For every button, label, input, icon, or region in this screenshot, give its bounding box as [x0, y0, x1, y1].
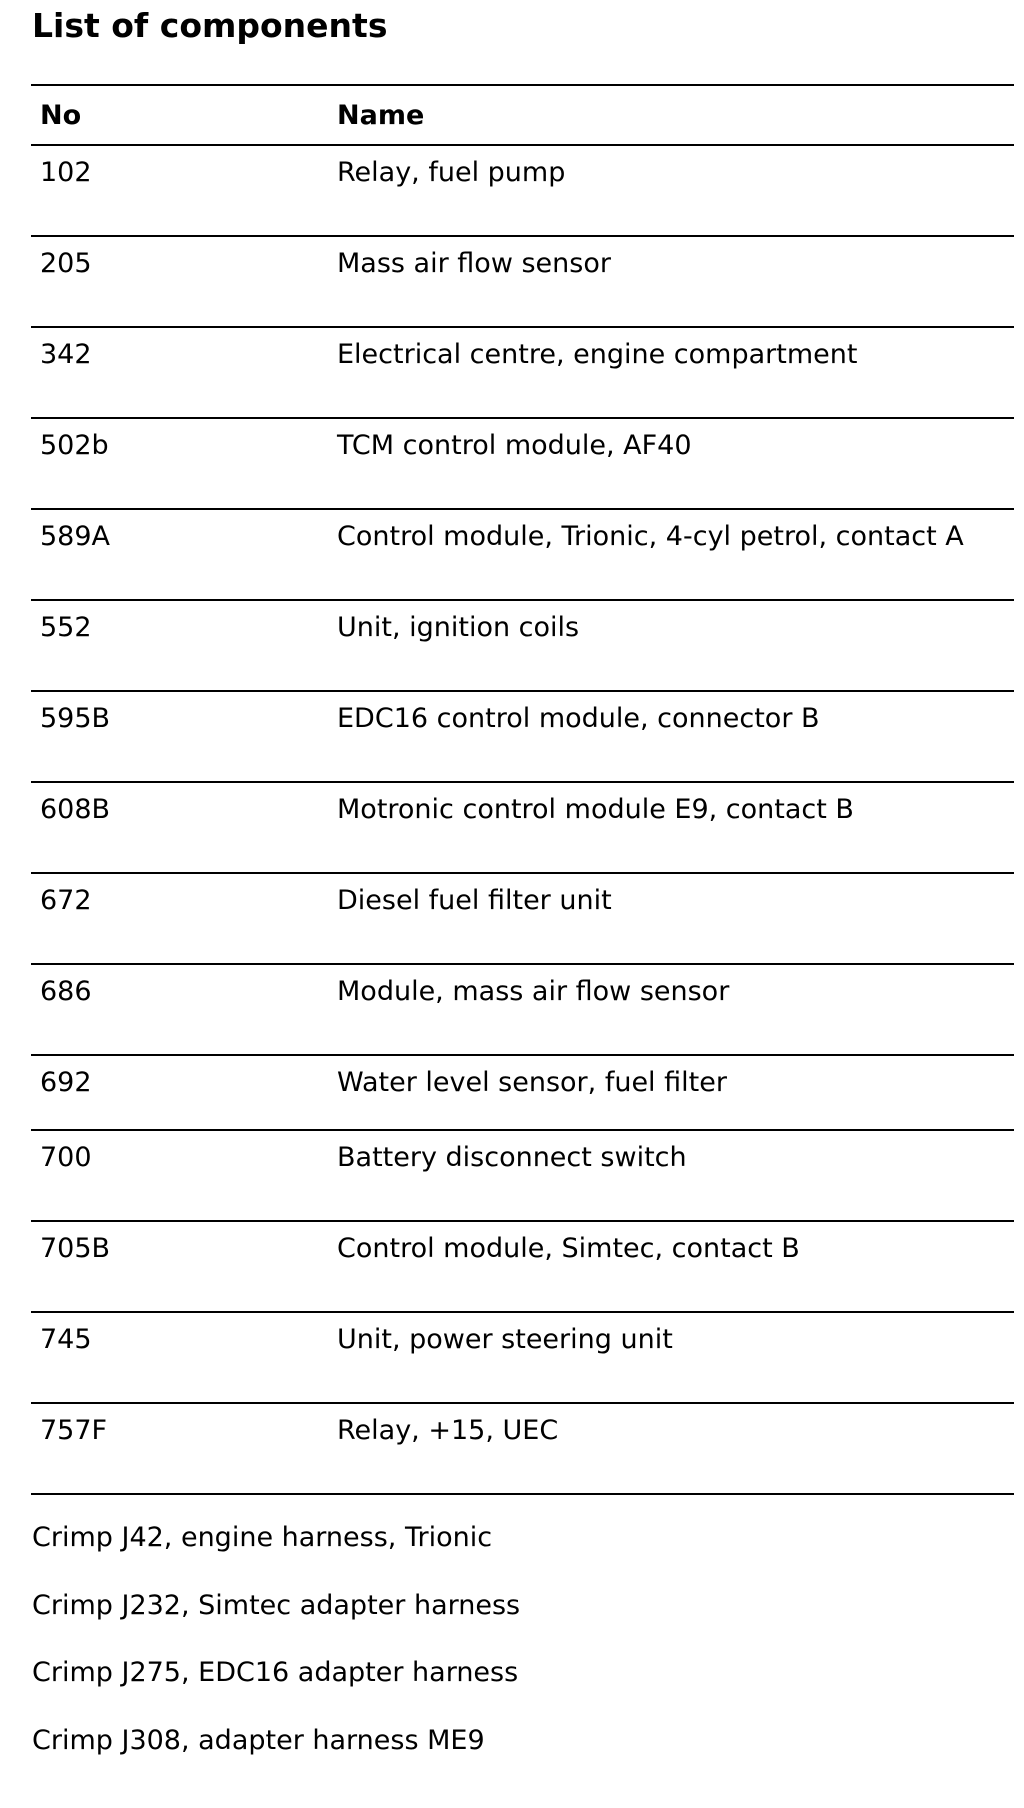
table-row: [31, 236, 1014, 327]
row-no: 502b: [31, 418, 337, 509]
row-no: 205: [31, 236, 337, 327]
components-table: [31, 84, 1014, 1495]
row-no: 552: [31, 600, 337, 691]
table-row: [31, 509, 1014, 600]
row-no: 692: [31, 1055, 337, 1130]
table-row: [31, 782, 1014, 873]
list-item: Crimp J275, EDC16 adapter harness: [32, 1657, 519, 1688]
page-title: List of components: [32, 6, 388, 45]
row-name: Control module, Simtec, contact B: [337, 1221, 1014, 1312]
table-row: [31, 1403, 1014, 1494]
row-name: Unit, power steering unit: [337, 1312, 1014, 1403]
table-row: [31, 1312, 1014, 1403]
row-name: Electrical centre, engine compartment: [337, 327, 1014, 418]
row-no: 589A: [31, 509, 337, 600]
row-name: Motronic control module E9, contact B: [337, 782, 1014, 873]
row-name: Module, mass air flow sensor: [337, 964, 1014, 1055]
list-item: Crimp J232, Simtec adapter harness: [32, 1589, 521, 1621]
table-header-row: [31, 85, 1014, 145]
row-no: 700: [31, 1130, 337, 1221]
row-no: 672: [31, 873, 337, 964]
row-name: Control module, Trionic, 4-cyl petrol, contact A: [337, 509, 1014, 600]
list-item: Crimp J308, adapter harness ME9: [32, 1724, 485, 1756]
row-no: 686: [31, 964, 337, 1055]
row-name: Mass air flow sensor: [337, 236, 1014, 327]
row-no: 102: [31, 145, 337, 236]
row-name: Unit, ignition coils: [337, 600, 1014, 691]
row-name: Battery disconnect switch: [337, 1130, 1014, 1221]
row-name: TCM control module, AF40: [337, 418, 1014, 509]
column-header-name: Name: [337, 85, 1014, 145]
table-row: [31, 964, 1014, 1055]
table-row: [31, 327, 1014, 418]
row-no: 745: [31, 1312, 337, 1403]
table-row: [31, 1130, 1014, 1221]
row-name: Water level sensor, fuel filter: [337, 1055, 1014, 1130]
row-no: 342: [31, 327, 337, 418]
row-no: 757F: [31, 1403, 337, 1494]
table-row: [31, 418, 1014, 509]
table-row: [31, 1055, 1014, 1130]
row-name: Relay, fuel pump: [337, 145, 1014, 236]
row-name: Relay, +15, UEC: [337, 1403, 1014, 1494]
table-row: [31, 600, 1014, 691]
table-row: [31, 145, 1014, 236]
table-row: [31, 1221, 1014, 1312]
crimp-list: [32, 1522, 520, 1792]
list-item: Crimp J42, engine harness, Trionic: [32, 1522, 493, 1553]
row-no: 595B: [31, 691, 337, 782]
row-no: 705B: [31, 1221, 337, 1312]
row-name: EDC16 control module, connector B: [337, 691, 1014, 782]
column-header-no: No: [31, 85, 337, 145]
row-no: 608B: [31, 782, 337, 873]
row-name: Diesel fuel filter unit: [337, 873, 1014, 964]
table-row: [31, 691, 1014, 782]
table-row: [31, 873, 1014, 964]
